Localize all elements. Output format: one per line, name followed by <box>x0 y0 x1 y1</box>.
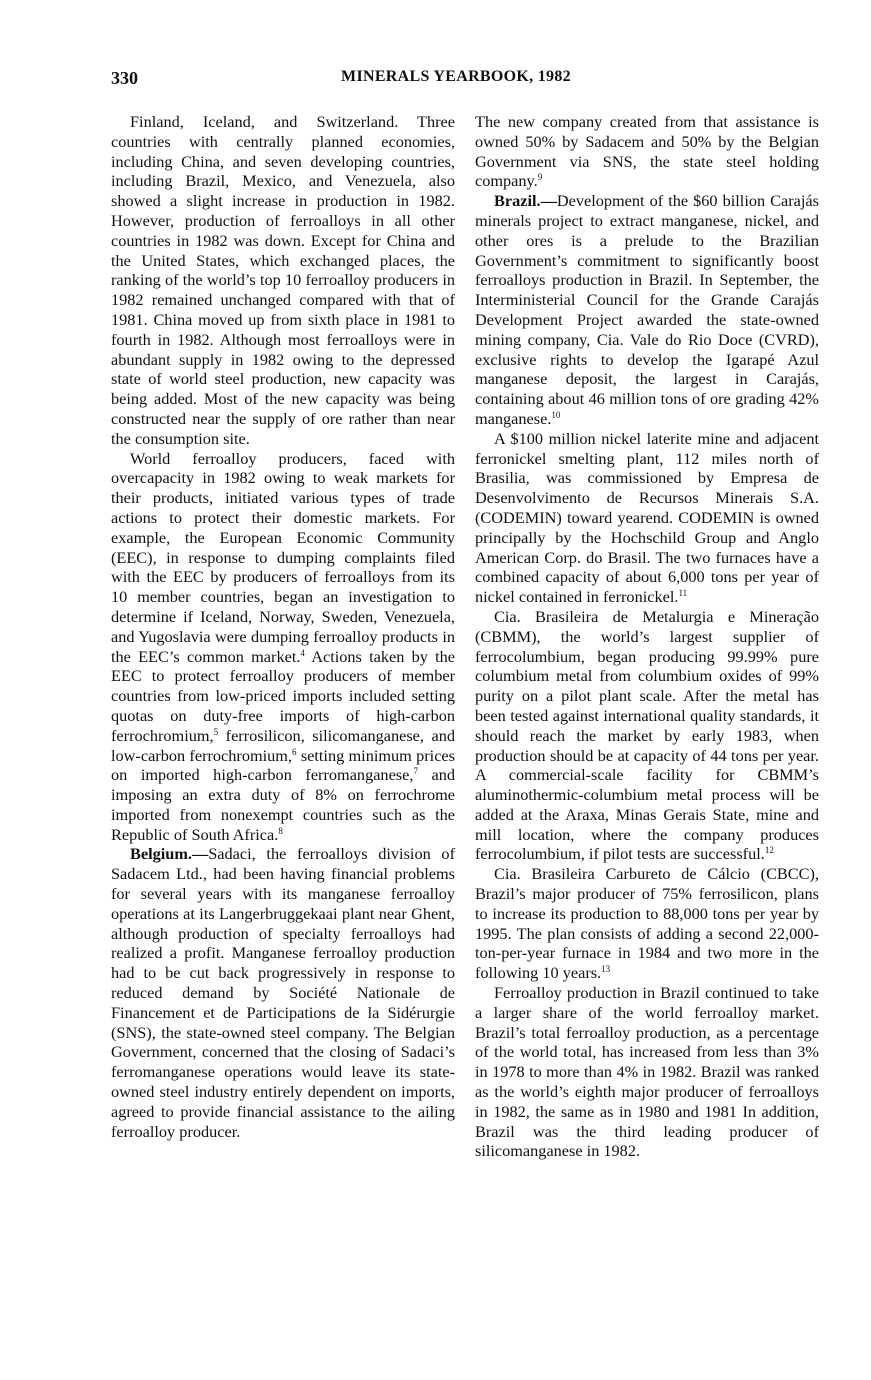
footnote-ref: 7 <box>413 766 418 777</box>
paragraph-text: Sadaci, the ferroalloys division of Sadacem Ltd., had been having financial problems for several years with its manganese ferroalloy operations at its Langerbruggekaai plant near Ghent, although production of specialty ferroalloys had realized a profit. Manganese ferroalloy production had to be cut back progressively in response to reduced demand by Société Nationale de Financement et de Participations de la Sidérurgie (SNS), the state-owned steel company. The Belgian Government, concerned that the closing of Sadaci’s ferromanganese operations would leave its state-owned steel industry entirely dependent on imports, agreed to provide financial assistance to the ailing ferroalloy producer. <box>111 844 455 1141</box>
left-column <box>111 112 455 1141</box>
page-number: 330 <box>111 68 138 88</box>
footnote-ref: 11 <box>678 588 688 599</box>
paragraph <box>475 191 819 429</box>
paragraph-text: World ferroalloy producers, faced with overcapacity in 1982 owing to weak markets for their products, initiated various types of trade actions to protect their domestic markets. For example, the European Economic Community (EEC), in response to dumping complaints filed with the EEC by producers of ferroalloys from its 10 member countries, began an investigation to determine if Iceland, Norway, Sweden, Venezuela, and Yugoslavia were dumping ferroalloy products in the EEC’s common market. <box>111 448 455 666</box>
paragraph <box>475 112 819 191</box>
paragraph-text: Development of the $60 billion Carajás minerals project to extract manganese, nickel, and other ores is a prelude to the Brazilian Government’s commitment to significantly boost ferroalloys production in Brazil. In September, the Interministerial Council for the Grande Carajás Development Project awarded the state-owned mining company, Cia. Vale do Rio Doce (CVRD), exclusive rights to develop the Igarapé Azul manganese deposit, the largest in Carajás, containing about 46 million tons of ore grading 42% manganese. <box>475 191 819 428</box>
paragraph-text: setting minimum prices on imported high-carbon ferromanganese, <box>111 745 455 785</box>
paragraph-text: Cia. Brasileira Carbureto de Cálcio (CBCC), Brazil’s major producer of 75% ferrosilicon, plans to increase its production to 88,000 tons per year by 1995. The plan consists of adding a second 22,000-ton-per-year furnace in 1984 and two more in the following 10 years. <box>475 864 819 983</box>
section-heading: Belgium.— <box>130 844 209 864</box>
footnote-ref: 8 <box>278 825 283 836</box>
right-column <box>475 112 819 1161</box>
paragraph-text: Cia. Brasileira de Metalurgia e Mineração (CBMM), the world’s largest supplier of ferrocolumbium, began producing 99.99% pure columbium metal from columbium oxides of 99% purity on a pilot plant scale. After the metal has been tested against international quality standards, it should reach the market by early 1983, when production should be at capacity of 44 tons per year. A commercial-scale facility for CBMM’s aluminothermic-columbium metal process will be added at the Araxa, Minas Gerais State, mine and mill location, where the company produces ferrocolumbium, if pilot tests are successful. <box>475 606 819 864</box>
paragraph-text: and imposing an extra duty of 8% on ferrochrome imported from nonexempt countries such as the Republic of South Africa. <box>111 765 456 844</box>
paragraph-text: A $100 million nickel laterite mine and adjacent ferronickel smelting plant, 112 miles north of Brasilia, was commissioned by Empresa de Desenvolvimento de Recursos Minerais S.A. (CODEMIN) toward yearend. CODEMIN is owned principally by the Hochschild Group and Anglo American Corp. do Brasil. The two furnaces have a combined capacity of about 6,000 tons per year of nickel contained in ferronickel. <box>475 428 819 607</box>
paragraph <box>111 112 455 449</box>
paragraph-text: The new company created from that assistance is owned 50% by Sadacem and 50% by the Belgian Government via SNS, the state steel holding company. <box>475 112 819 191</box>
footnote-ref: 6 <box>292 746 297 757</box>
footnote-ref: 5 <box>213 726 219 737</box>
footnote-ref: 13 <box>601 964 611 975</box>
paragraph-text: Ferroalloy production in Brazil continued to take a larger share of the world ferroalloy market. Brazil’s total ferroalloy production, as a percentage of the world total, has increased from less than 3% in 1978 to more than 4% in 1982. Brazil was ranked as the world’s eighth major producer of ferroalloys in 1982, the same as in 1980 and 1981 In addition, Brazil was the third leading producer of silicomanganese in 1982. <box>475 983 819 1161</box>
paragraph <box>111 844 455 1141</box>
page-header <box>111 68 761 92</box>
paragraph <box>475 983 819 1161</box>
footnote-ref: 12 <box>764 845 774 856</box>
paragraph-text: Finland, Iceland, and Switzerland. Three countries with centrally planned economies, including China, and seven developing countries, including Brazil, Mexico, and Venezuela, also showed a slight increase in production in 1982. However, production of ferroalloys in all other countries in 1982 was down. Except for China and the United States, which exchanged places, the ranking of the world’s top 10 ferroalloy producers in 1982 remained unchanged compared with that of 1981. China moved up from sixth place in 1981 to fourth in 1982. Although most ferroalloys were in abundant supply in 1982 owing to the depressed state of world steel production, new capacity was being added. Most of the new capacity was being constructed near the supply of ore rather than near the consumption site. <box>111 112 455 448</box>
paragraph <box>475 607 819 864</box>
running-title: MINERALS YEARBOOK, 1982 <box>341 68 571 85</box>
paragraph <box>475 864 819 983</box>
footnote-ref: 4 <box>300 647 305 658</box>
paragraph-text: ferrosilicon, silicomanganese, and low-carbon ferrochromium, <box>111 725 455 765</box>
footnote-ref: 10 <box>551 409 561 420</box>
footnote-ref: 9 <box>537 172 543 183</box>
paragraph-text: Actions taken by the EEC to protect ferroalloy producers of member countries from low-priced imports included setting quotas on duty-free imports of high-carbon ferrochromium, <box>111 646 455 745</box>
paragraph <box>475 429 819 607</box>
paragraph <box>111 449 455 845</box>
section-heading: Brazil.— <box>494 191 557 211</box>
